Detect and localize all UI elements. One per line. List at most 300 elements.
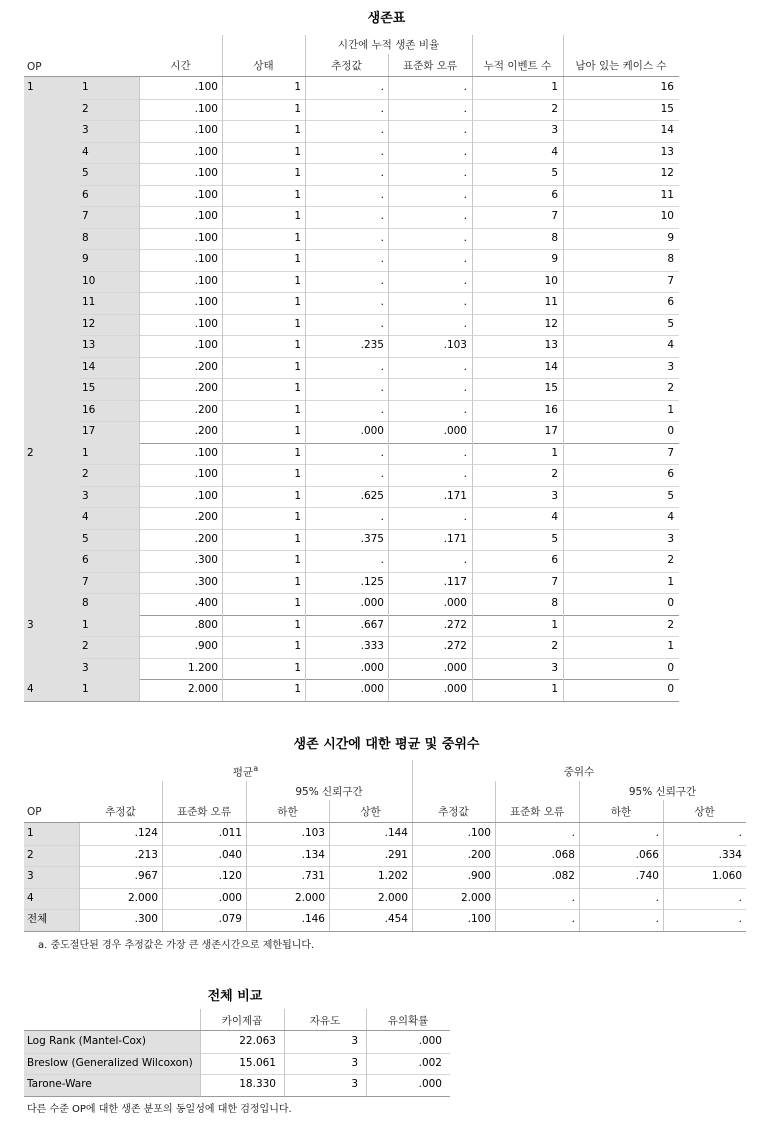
cell-cum-events: 12 (544, 317, 558, 330)
cell-std-error: . (463, 188, 467, 201)
mean-group-label: 평균 (232, 766, 254, 779)
cell-value: .100 (467, 913, 491, 926)
cell-case-number: 1 (82, 683, 89, 695)
cell-value: .000 (418, 1035, 442, 1047)
table-row (0, 909, 773, 931)
cell-std-error: . (463, 102, 467, 115)
cell-remaining: 10 (660, 210, 674, 222)
cell-remaining: 12 (660, 167, 674, 179)
cell-time: .200 (194, 360, 218, 373)
cell-case-number: 12 (82, 317, 96, 330)
cell-status: 1 (294, 446, 301, 459)
cell-status: 1 (294, 339, 301, 351)
cell-value: . (738, 891, 742, 904)
cell-value: .300 (134, 913, 158, 926)
cell-status: 1 (294, 81, 301, 93)
cell-value: 3 (351, 1078, 358, 1090)
op-group-label: 3 (27, 618, 34, 631)
table-row (0, 314, 773, 336)
means-table-title: 생존 시간에 대한 평균 및 중위수 (293, 737, 480, 752)
comparison-footnote: 다른 수준 OP에 대한 생존 분포의 동일성에 대한 검정입니다. (27, 1104, 292, 1115)
cell-value: .011 (218, 827, 242, 839)
cell-case-number: 8 (82, 597, 89, 609)
cell-estimate: . (380, 554, 384, 566)
cell-time: .200 (194, 403, 218, 416)
cell-case-number: 4 (82, 145, 89, 158)
cell-estimate: .235 (360, 339, 384, 351)
cell-time: .300 (194, 554, 218, 566)
cell-value: . (571, 891, 575, 904)
cell-std-error: . (463, 274, 467, 287)
cell-case-number: 2 (82, 640, 89, 652)
cell-time: .100 (194, 102, 218, 115)
column-rule (329, 823, 330, 931)
cell-value: .066 (635, 848, 659, 861)
table-row (0, 163, 773, 185)
cell-estimate: . (380, 468, 384, 480)
cell-remaining: 0 (667, 597, 674, 609)
cell-cum-events: 2 (551, 468, 558, 480)
column-rule (495, 823, 496, 931)
cell-cum-events: 5 (551, 167, 558, 179)
cell-status: 1 (294, 360, 301, 373)
cell-time: .100 (194, 317, 218, 330)
cell-status: 1 (294, 425, 301, 437)
cell-case-number: 10 (82, 274, 96, 287)
cell-std-error: . (463, 360, 467, 373)
cell-value: .068 (551, 848, 575, 861)
cell-std-error: .117 (443, 575, 467, 588)
table-row (0, 593, 773, 615)
cell-status: 1 (294, 253, 301, 265)
cell-time: .100 (194, 253, 218, 265)
cell-value: .731 (301, 870, 325, 883)
mean-footnote-mark: a (253, 764, 259, 773)
cell-std-error: . (463, 145, 467, 158)
table-row (0, 615, 773, 637)
cell-cum-events: 2 (551, 102, 558, 115)
cell-cum-events: 6 (551, 188, 558, 201)
cell-value: 1.202 (377, 870, 408, 883)
cell-remaining: 7 (667, 274, 674, 287)
op-group-label: 1 (27, 81, 34, 93)
cell-status: 1 (294, 167, 301, 179)
means-col-mean-upper: 상한 (360, 806, 381, 818)
column-rule (139, 77, 140, 701)
cell-op: 2 (27, 848, 34, 861)
cell-cum-events: 16 (544, 403, 558, 416)
cell-value: . (655, 827, 659, 839)
cell-remaining: 9 (667, 231, 674, 244)
cell-estimate: . (380, 188, 384, 201)
median-ci-header: 95% 신뢰구간 (628, 786, 697, 798)
cell-status: 1 (294, 188, 301, 201)
cell-value: 2.000 (294, 891, 325, 904)
cell-status: 1 (294, 554, 301, 566)
comparison-col-sig: 유의확률 (387, 1015, 429, 1027)
cell-time: .900 (194, 640, 218, 652)
column-rule (246, 823, 247, 931)
cell-std-error: . (463, 317, 467, 330)
cell-std-error: .171 (443, 532, 467, 545)
cell-case-number: 14 (82, 360, 96, 373)
table-row (0, 443, 773, 465)
col-header-cum-events: 누적 이벤트 수 (483, 60, 552, 72)
cell-estimate: .000 (360, 683, 384, 695)
cell-time: .400 (194, 597, 218, 609)
cell-status: 1 (294, 618, 301, 631)
cell-time: .100 (194, 188, 218, 201)
table-row (0, 228, 773, 250)
cell-case-number: 13 (82, 339, 96, 351)
cell-op: 1 (27, 827, 34, 839)
cell-status: 1 (294, 489, 301, 502)
cell-case-number: 2 (82, 468, 89, 480)
cell-value: .000 (218, 891, 242, 904)
cell-cum-events: 3 (551, 489, 558, 502)
cell-case-number: 5 (82, 167, 89, 179)
cell-estimate: .125 (360, 575, 384, 588)
cell-value: . (738, 827, 742, 839)
cell-estimate: . (380, 253, 384, 265)
cell-std-error: . (463, 403, 467, 416)
mean-group-header (79, 764, 412, 780)
cell-cum-events: 7 (551, 575, 558, 588)
table-row (0, 400, 773, 422)
table-row (0, 636, 773, 658)
cell-remaining: 3 (667, 360, 674, 373)
cell-remaining: 2 (667, 554, 674, 566)
cell-value: 22.063 (239, 1035, 276, 1047)
cell-estimate: .667 (360, 618, 384, 631)
table-row (0, 464, 773, 486)
cell-cum-events: 11 (544, 296, 558, 308)
table-row (0, 120, 773, 142)
cell-time: .100 (194, 274, 218, 287)
table-row (0, 572, 773, 594)
cell-value: .000 (418, 1078, 442, 1090)
cell-std-error: . (463, 81, 467, 93)
table-row (0, 550, 773, 572)
cell-cum-events: 13 (544, 339, 558, 351)
table-row (0, 206, 773, 228)
table-row (0, 378, 773, 400)
cell-time: .100 (194, 296, 218, 308)
cell-value: 2.000 (377, 891, 408, 904)
cell-estimate: .333 (360, 640, 384, 652)
column-rule (579, 823, 580, 931)
col-header-remaining: 남아 있는 케이스 수 (575, 60, 667, 72)
col-header-std-error: 표준화 오류 (402, 60, 458, 72)
cell-remaining: 8 (667, 253, 674, 265)
column-rule (663, 823, 664, 931)
cell-value: 3 (351, 1035, 358, 1047)
cell-status: 1 (294, 231, 301, 244)
cell-test-name: Tarone-Ware (27, 1078, 92, 1090)
comparison-table-title: 전체 비교 (207, 989, 263, 1004)
table-row (0, 486, 773, 508)
cell-value: .213 (134, 848, 158, 861)
cell-case-number: 1 (82, 446, 89, 459)
cell-estimate: . (380, 296, 384, 308)
cell-std-error: . (463, 210, 467, 222)
column-rule (388, 77, 389, 701)
cell-value: 3 (351, 1056, 358, 1069)
means-col-median-est: 추정값 (438, 806, 469, 818)
table-row (0, 357, 773, 379)
column-rule (472, 77, 473, 701)
cell-estimate: . (380, 317, 384, 330)
col-header-status: 상태 (253, 60, 274, 72)
column-rule (222, 77, 223, 701)
cell-std-error: .171 (443, 489, 467, 502)
cell-value: .040 (218, 848, 242, 861)
cell-estimate: .375 (360, 532, 384, 545)
table-row (0, 185, 773, 207)
column-rule (162, 823, 163, 931)
means-col-mean-lower: 하한 (277, 806, 298, 818)
cell-case-number: 9 (82, 253, 89, 265)
op-group-label: 4 (27, 683, 34, 695)
cell-case-number: 5 (82, 532, 89, 545)
cell-op: 4 (27, 891, 34, 904)
table-row (0, 845, 773, 867)
cell-cum-events: 1 (551, 683, 558, 695)
cell-status: 1 (294, 145, 301, 158)
means-col-mean-se: 표준화 오류 (176, 806, 232, 818)
group-divider (24, 701, 679, 702)
cell-std-error: . (463, 554, 467, 566)
cell-case-number: 3 (82, 489, 89, 502)
cell-remaining: 2 (667, 618, 674, 631)
cell-op: 3 (27, 870, 34, 883)
cell-estimate: . (380, 102, 384, 115)
cell-time: .100 (194, 210, 218, 222)
cell-estimate: . (380, 124, 384, 136)
cell-status: 1 (294, 597, 301, 609)
cell-std-error: .000 (443, 597, 467, 609)
cell-remaining: 15 (660, 102, 674, 115)
column-rule (284, 1031, 285, 1096)
table-row (0, 292, 773, 314)
means-col-median-se: 표준화 오류 (509, 806, 565, 818)
cell-estimate: . (380, 511, 384, 523)
cell-estimate: . (380, 81, 384, 93)
cell-time: .800 (194, 618, 218, 631)
cell-status: 1 (294, 661, 301, 674)
cell-test-name: Breslow (Generalized Wilcoxon) (27, 1056, 193, 1069)
cell-value: 1.060 (711, 870, 742, 883)
cell-status: 1 (294, 102, 301, 115)
cell-value: .740 (635, 870, 659, 883)
cell-case-number: 2 (82, 102, 89, 115)
cell-remaining: 1 (667, 575, 674, 588)
row-divider (24, 931, 746, 932)
table-row (0, 888, 773, 910)
cell-std-error: . (463, 511, 467, 523)
cell-std-error: . (463, 231, 467, 244)
cell-remaining: 14 (660, 124, 674, 136)
cell-std-error: .272 (443, 640, 467, 652)
cell-status: 1 (294, 210, 301, 222)
table-row (0, 529, 773, 551)
cell-value: 18.330 (239, 1078, 276, 1090)
cell-remaining: 0 (667, 683, 674, 695)
cell-cum-events: 5 (551, 532, 558, 545)
cell-cum-events: 4 (551, 145, 558, 158)
cell-value: .144 (384, 827, 408, 839)
cell-remaining: 7 (667, 446, 674, 459)
cell-time: 1.200 (187, 661, 218, 674)
table-row (0, 249, 773, 271)
table-row (0, 1031, 773, 1053)
cell-std-error: . (463, 167, 467, 179)
cell-value: .134 (301, 848, 325, 861)
cell-remaining: 4 (667, 511, 674, 523)
cell-case-number: 6 (82, 554, 89, 566)
cell-cum-events: 10 (544, 274, 558, 287)
cell-value: .082 (551, 870, 575, 883)
cell-cum-events: 8 (551, 231, 558, 244)
cell-value: . (655, 913, 659, 926)
cell-status: 1 (294, 532, 301, 545)
cell-case-number: 8 (82, 231, 89, 244)
cell-estimate: . (380, 403, 384, 416)
cell-case-number: 7 (82, 575, 89, 588)
cell-remaining: 4 (667, 339, 674, 351)
cell-status: 1 (294, 468, 301, 480)
cell-value: .967 (134, 870, 158, 883)
cell-estimate: .000 (360, 661, 384, 674)
cell-time: .100 (194, 468, 218, 480)
cell-cum-events: 14 (544, 360, 558, 373)
table-row (0, 77, 773, 99)
cell-time: .100 (194, 81, 218, 93)
means-col-median-upper: 상한 (694, 806, 715, 818)
means-col-op: OP (27, 806, 42, 818)
survival-table-title: 생존표 (367, 11, 406, 26)
column-rule (563, 77, 564, 701)
cell-case-number: 1 (82, 618, 89, 631)
cell-time: .100 (194, 339, 218, 351)
cell-std-error: . (463, 124, 467, 136)
table-row (0, 335, 773, 357)
table-row (0, 1074, 773, 1096)
cell-remaining: 3 (667, 532, 674, 545)
cell-status: 1 (294, 382, 301, 394)
cell-value: . (571, 827, 575, 839)
mean-ci-header: 95% 신뢰구간 (295, 786, 363, 798)
table-row (0, 823, 773, 845)
table-row (0, 421, 773, 443)
cell-time: .100 (194, 446, 218, 459)
cell-status: 1 (294, 317, 301, 330)
cell-value: 2.000 (460, 891, 491, 904)
comparison-col-df: 자유도 (309, 1015, 341, 1027)
cell-std-error: .000 (443, 425, 467, 437)
table-row (0, 658, 773, 680)
cell-cum-events: 6 (551, 554, 558, 566)
means-col-mean-est: 추정값 (105, 806, 136, 818)
cell-cum-events: 15 (544, 382, 558, 394)
cell-std-error: .103 (443, 339, 467, 351)
cell-status: 1 (294, 124, 301, 136)
cell-case-number: 4 (82, 511, 89, 523)
cell-value: .200 (467, 848, 491, 861)
cell-status: 1 (294, 274, 301, 287)
table-row (0, 271, 773, 293)
cell-status: 1 (294, 296, 301, 308)
cell-value: .146 (301, 913, 325, 926)
cell-remaining: 6 (667, 468, 674, 480)
cell-case-number: 1 (82, 81, 89, 93)
cell-value: . (655, 891, 659, 904)
cell-case-number: 7 (82, 210, 89, 222)
cell-time: .100 (194, 167, 218, 179)
cell-case-number: 3 (82, 661, 89, 674)
cell-estimate: . (380, 446, 384, 459)
cell-case-number: 11 (82, 296, 96, 308)
cell-test-name: Log Rank (Mantel-Cox) (27, 1035, 146, 1047)
col-header-op: OP (27, 61, 42, 73)
column-rule (412, 823, 413, 931)
comparison-col-chisq: 카이제곱 (221, 1015, 263, 1027)
cell-cum-events: 9 (551, 253, 558, 265)
table-row (0, 679, 773, 701)
cell-cum-events: 3 (551, 661, 558, 674)
cell-time: .100 (194, 231, 218, 244)
cell-value: .120 (218, 870, 242, 883)
cell-value: . (571, 913, 575, 926)
table-row (0, 99, 773, 121)
means-footnote: a. 중도절단된 경우 추정값은 가장 큰 생존시간으로 제한됩니다. (38, 940, 315, 951)
cell-cum-events: 17 (544, 425, 558, 437)
cell-value: 15.061 (239, 1056, 276, 1069)
cell-cum-events: 1 (551, 81, 558, 93)
cell-time: .300 (194, 575, 218, 588)
table-row (0, 1053, 773, 1075)
cell-time: .200 (194, 382, 218, 394)
cell-case-number: 3 (82, 124, 89, 136)
cell-cum-events: 1 (551, 618, 558, 631)
cell-remaining: 16 (660, 81, 674, 93)
cell-case-number: 6 (82, 188, 89, 201)
cell-time: .100 (194, 489, 218, 502)
cell-std-error: . (463, 446, 467, 459)
cell-value: . (738, 913, 742, 926)
cell-value: .079 (218, 913, 242, 926)
cell-status: 1 (294, 683, 301, 695)
cell-status: 1 (294, 575, 301, 588)
cell-estimate: . (380, 382, 384, 394)
survival-group-header: 시간에 누적 생존 비율 (337, 39, 440, 51)
cell-remaining: 5 (667, 489, 674, 502)
cell-estimate: . (380, 231, 384, 244)
cell-std-error: .000 (443, 661, 467, 674)
cell-cum-events: 8 (551, 597, 558, 609)
cell-cum-events: 4 (551, 511, 558, 523)
cell-value: .100 (467, 827, 491, 839)
cell-remaining: 1 (667, 403, 674, 416)
cell-cum-events: 2 (551, 640, 558, 652)
cell-value: .002 (418, 1056, 442, 1069)
table-row (0, 507, 773, 529)
cell-value: .291 (384, 848, 408, 861)
cell-time: .200 (194, 511, 218, 523)
cell-status: 1 (294, 640, 301, 652)
cell-estimate: . (380, 360, 384, 373)
cell-std-error: . (463, 468, 467, 480)
